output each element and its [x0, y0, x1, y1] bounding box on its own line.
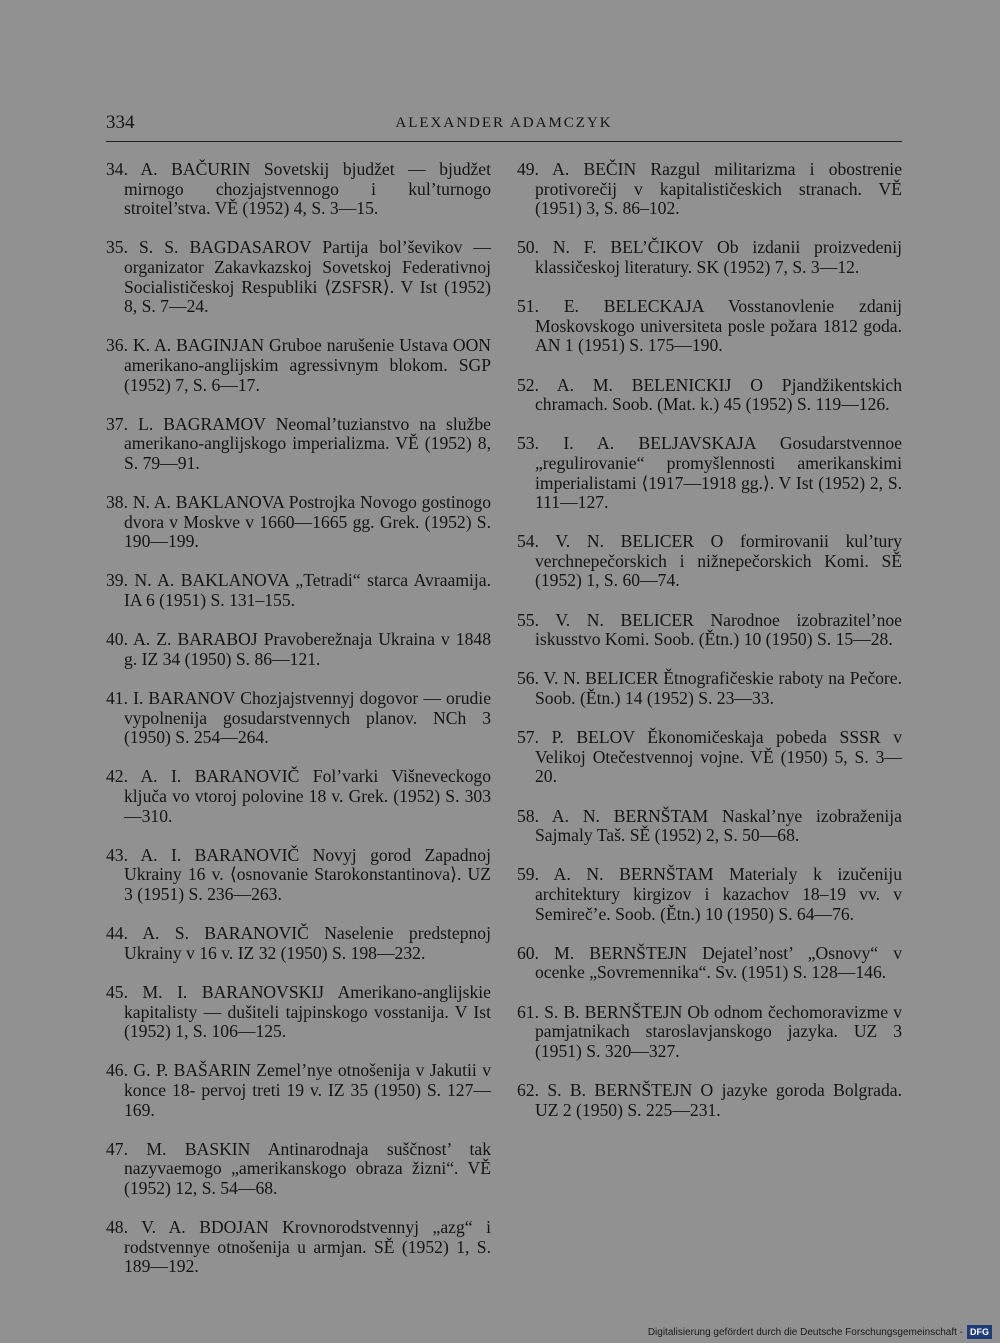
running-title: ALEXANDER ADAMCZYK [395, 115, 613, 131]
bibliography-entry: 41. I. BARANOV Chozjajstvennyj dogovor — orudie vypolnenija gosudarstvennych planov. NCh 3 (1950) S. 254—264. [106, 688, 491, 748]
bibliography-entry: 40. A. Z. BARABOJ Pravoberežnaja Ukraina v 1848 g. IZ 34 (1950) S. 86—121. [106, 629, 491, 669]
bibliography-entry: 46. G. P. BAŠARIN Zemel’nye otnošenija v Jakutii v konce 18- pervoj treti 19 v. IZ 35 (1950) S. 127—169. [106, 1060, 491, 1120]
bibliography-entry: 56. V. N. BELICER Ětnografičeskie raboty na Pečore. Soob. (Ětn.) 14 (1952) S. 23—33. [517, 668, 902, 709]
bibliography-entry: 37. L. BAGRAMOV Neomal’tuzianstvo na službe amerikano-anglijskogo imperializma. VĚ (1952) 8, S. 79—91. [106, 413, 491, 473]
bibliography-entry: 52. A. M. BELENICKIJ O Pjandžikentskich chramach. Soob. (Mat. k.) 45 (1952) S. 119—126. [517, 374, 902, 415]
bibliography-entry: 57. P. BELOV Ěkonomičeskaja pobeda SSSR v Velikoj Otečestvennoj vojne. VĚ (1950) 5, S. 3—20. [517, 727, 902, 787]
digitization-footer [648, 1325, 992, 1339]
bibliography-entry: 48. V. A. BDOJAN Krovnorodstvennyj „azg“ i rodstvennye otnošenija u armjan. SĚ (1952) 1, S. 189—192. [106, 1217, 491, 1277]
bibliography-entry: 47. M. BASKIN Antinarodnaja suščnost’ tak nazyvaemogo „amerikanskogo obraza žizni“. VĚ (1952) 12, S. 54—68. [106, 1138, 491, 1198]
bibliography-entry: 50. N. F. BEL’ČIKOV Ob izdanii proizvedenij klassičeskoj literatury. SK (1952) 7, S. 3—12. [517, 237, 902, 277]
bibliography-entry: 43. A. I. BARANOVIČ Novyj gorod Zapadnoj Ukrainy 16 v. ⟨osnovanie Starokonstantinova⟩. UZ 3 (1951) S. 236—263. [106, 844, 491, 904]
bibliography-entry: 51. E. BELECKAJA Vosstanovlenie zdanij Moskovskogo universiteta posle požara 1812 goda. AN 1 (1951) S. 175—190. [517, 296, 902, 356]
bibliography-entry: 58. A. N. BERNŠTAM Naskal’nye izobraženija Sajmaly Taš. SĚ (1952) 2, S. 50—68. [517, 805, 902, 846]
bibliography-entry: 62. S. B. BERNŠTEJN O jazyke goroda Bolgrada. UZ 2 (1950) S. 225—231. [517, 1079, 902, 1120]
bibliography-entry: 35. S. S. BAGDASAROV Partija bol’ševikov — organizator Zakavkazskoj Sovetskoj Federativnoj Socialističeskoj Respubliki ⟨ZSFSR⟩. V Ist (1952) 8, S. 7—24. [106, 237, 491, 317]
left-column [106, 160, 491, 1296]
bibliography-entry: 49. A. BEČIN Razgul militarizma i obostrenie protivorečij v kapitalističeskich stranach. VĚ (1951) 3, S. 86–102. [517, 159, 902, 219]
bibliography-entry: 59. A. N. BERNŠTAM Materialy k izučeniju architektury kirgizov i kazachov 18–19 vv. v Semireč’e. Soob. (Ětn.) 10 (1950) S. 64—76. [517, 864, 902, 924]
bibliography-entry: 55. V. N. BELICER Narodnoe izobrazitel’noe iskusstvo Komi. Soob. (Ětn.) 10 (1950) S. 15—28. [517, 609, 902, 650]
dfg-logo: DFG [967, 1325, 992, 1339]
bibliography-entry: 39. N. A. BAKLANOVA „Tetradi“ starca Avraamija. IA 6 (1951) S. 131–155. [106, 570, 491, 611]
bibliography-entry: 60. M. BERNŠTEJN Dejatel’nost’ „Osnovy“ v ocenke „Sovremennika“. Sv. (1951) S. 128—146. [517, 942, 902, 983]
bibliography-entry: 44. A. S. BARANOVIČ Naselenie predstepnoj Ukrainy v 16 v. IZ 32 (1950) S. 198—232. [106, 923, 491, 963]
dfg-credit-text: Digitalisierung gefördert durch die Deutsche Forschungsgemeinschaft - [647, 1326, 963, 1338]
bibliography-entry: 36. K. A. BAGINJAN Gruboe narušenie Ustava OON amerikano-anglijskim agressivnym blokom. SGP (1952) 7, S. 6—17. [106, 335, 491, 395]
bibliography-entry: 61. S. B. BERNŠTEJN Ob odnom čechomoravizme v pamjatnikach staroslavjanskogo jazyka. UZ 3 (1951) S. 320—327. [517, 1001, 902, 1061]
bibliography-entry: 53. I. A. BELJAVSKAJA Gosudarstvennoe „regulirovanie“ promyšlennosti amerikanskimi imperialistami ⟨1917—1918 gg.⟩. V Ist (1952) 2, S. 111—127. [517, 433, 902, 513]
header-rule [106, 141, 902, 142]
page-header [106, 112, 902, 138]
right-column [517, 160, 902, 1140]
bibliography-entry: 34. A. BAČURIN Sovetskij bjudžet — bjudžet mirnogo chozjajstvennogo i kul’turnogo stroitel’stva. VĚ (1952) 4, S. 3—15. [106, 159, 491, 219]
page-number: 334 [106, 112, 135, 133]
bibliography-entry: 42. A. I. BARANOVIČ Fol’varki Višneveckogo ključa vo vtoroj polovine 18 v. Grek. (1952) S. 303—310. [106, 766, 491, 826]
bibliography-entry: 38. N. A. BAKLANOVA Postrojka Novogo gostinogo dvora v Moskve v 1660—1665 gg. Grek. (1952) S. 190—199. [106, 492, 491, 552]
bibliography-entry: 54. V. N. BELICER O formirovanii kul’tury verchnepečorskich i nižnepečorskich Komi. SĚ (1952) 1, S. 60—74. [517, 531, 902, 591]
bibliography-entry: 45. M. I. BARANOVSKIJ Amerikano-anglijskie kapitalisty — dušiteli tajpinskogo vosstanija. V Ist (1952) 1, S. 106—125. [106, 981, 491, 1042]
